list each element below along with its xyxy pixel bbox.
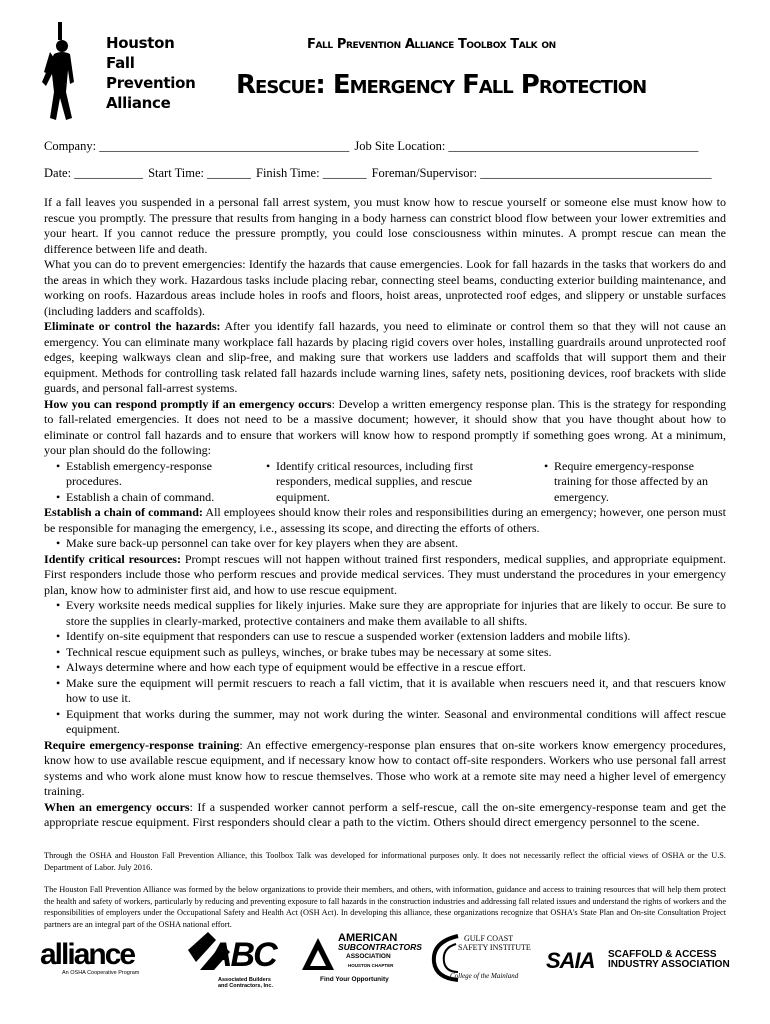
asa-triangle-icon xyxy=(300,936,336,972)
list-item: • Every worksite needs medical supplies for likely injuries. Make sure they are appropriate for injuries that are likely to occur. Be sure to store the supplies in clearly-marked, protective containers and make them available to all shifts. xyxy=(44,598,726,629)
abc-subtitle-1: Associated Builders xyxy=(218,977,271,983)
emergency-heading: When an emergency occurs xyxy=(44,799,190,814)
list-item: • Identify on-site equipment that responders can use to rescue a suspended worker (extension ladders and mobile lifts). xyxy=(44,629,726,645)
job-site-field[interactable]: Job Site Location: ________________________________________ xyxy=(354,139,699,153)
emergency-paragraph xyxy=(44,800,726,831)
list-item: • Identify critical resources, including first responders, medical supplies, and rescue equipment. xyxy=(276,459,524,506)
list-item: • Technical rescue equipment such as pulleys, winches, or brake tubes may be necessary at some sites. xyxy=(44,645,726,661)
disclaimer-note: Through the OSHA and Houston Fall Prevention Alliance, this Toolbox Talk was developed for informational purposes only. It does not necessarily reflect the official views of OSHA or the U.S. Department of Labor. July 2016. xyxy=(44,851,726,872)
toolbox-title: Fall Prevention Alliance Toolbox Talk on xyxy=(307,37,556,52)
alliance-subtitle: An OSHA Cooperative Program xyxy=(62,970,140,976)
chain-paragraph xyxy=(44,505,726,536)
asa-line-2: SUBCONTRACTORS xyxy=(338,942,422,952)
logo-line: Prevention xyxy=(106,74,196,92)
alliance-logo xyxy=(40,940,139,976)
abc-logo xyxy=(186,930,276,989)
list-item: • Always determine where and how each type of equipment would be effective in a rescue effort. xyxy=(44,660,726,676)
gcsi-line-1: GULF COAST xyxy=(464,934,514,943)
page-header xyxy=(0,0,770,135)
list-item: • Establish a chain of command. xyxy=(66,490,254,506)
intro-paragraph: If a fall leaves you suspended in a personal fall arrest system, you must know how to rescue yourself or someone else must know how to rescue you promptly. The pressure that results from hanging in a body harness can constrict blood flow between your lower extremities and your heart. If you cannot reduce the pressure promptly, you could lose consciousness within minutes. A prompt rescue can mean the difference between life and death. xyxy=(44,195,726,256)
logo-line: Houston xyxy=(106,34,175,52)
training-text: : An effective emergency-response plan ensures that on-site workers know emergency procedures, know how to use available rescue equipment, and if necessary know how to contact off-site responders. Workers who use personal fall arrest systems and who work alone must know how to rescue themselves. Those who work at a remote site may need a higher level of emergency training. xyxy=(44,737,726,798)
plan-columns xyxy=(44,459,726,506)
list-item: • Make sure the equipment will permit rescuers to reach a fall victim, that it is available when rescuers need it, and that rescuers know how to use it. xyxy=(44,676,726,707)
respond-paragraph xyxy=(44,397,726,459)
plan-column xyxy=(524,459,724,506)
list-item: • Require emergency-response training for those affected by an emergency. xyxy=(554,459,724,506)
start-time-field[interactable]: Start Time: _______ xyxy=(148,166,251,180)
gcsi-line-2: SAFETY INSTITUTE xyxy=(458,943,531,952)
asa-line-3: ASSOCIATION xyxy=(346,953,391,960)
list-item: • Establish emergency-response procedures. xyxy=(66,459,254,490)
date-field[interactable]: Date: ___________ xyxy=(44,166,143,180)
foreman-field[interactable]: Foreman/Supervisor: _____________________________________ xyxy=(371,166,712,180)
saia-line-2: INDUSTRY ASSOCIATION xyxy=(608,959,730,970)
list-item: • Equipment that works during the summer, may not work during the winter. Seasonal and environmental conditions will affect rescue equipment. xyxy=(44,707,726,738)
chain-text: All employees should know their roles and responsibilities during an emergency; however, one person must be responsible for managing the emergency, i.e., assessing its scope, and directing the efforts of others. xyxy=(44,505,726,535)
gcsi-logo xyxy=(428,932,531,989)
company-field[interactable]: Company: ________________________________________ xyxy=(44,139,350,153)
page-title: Rescue: Emergency Fall Protection xyxy=(236,70,647,100)
prevent-paragraph: What you can do to prevent emergencies: Identify the hazards that cause emergencies. Look for fall hazards in the tasks that workers do and the areas in which they work. Hazardous tasks include placing rebar, connecting steel beams, conducting exterior building maintenance, and working on roofs. Hazardous areas include holes in roofs and floors, hoist areas, unprotected roof edges, and slippery or unstable surfaces (including ladders and scaffolds). xyxy=(44,257,726,318)
logo-line: Fall xyxy=(106,54,135,72)
training-paragraph xyxy=(44,738,726,800)
talk-body xyxy=(44,195,726,831)
plan-column xyxy=(254,459,524,506)
eliminate-paragraph xyxy=(44,319,726,397)
saia-line-1: SCAFFOLD & ACCESS xyxy=(608,949,717,960)
abc-wordmark: ABC xyxy=(208,936,276,974)
partner-logos xyxy=(38,930,738,990)
resources-heading: Identify critical resources: xyxy=(44,551,182,566)
asa-line-4: HOUSTON CHAPTER xyxy=(348,963,394,968)
saia-wordmark: SAIA xyxy=(546,948,595,973)
eliminate-text: After you identify fall hazards, you need to eliminate or control them so that they will not cause an emergency. You can eliminate many workplace fall hazards by placing rigid covers over holes, installing guardrails around unprotected roof edges, keeping walkways clean and slip-free, and making sure that workers use ladders and scaffolds that will support them and their equipment. Methods for controlling task related fall hazards include warning lines, safety nets, positioning devices, roof brackets with slide guards, and personal fall-arrest systems. xyxy=(44,319,726,395)
alliance-note: The Houston Fall Prevention Alliance was formed by the below organizations to provide their members, and others, with information, guidance and access to training resources that will help them protect the health and safety of workers, particularly by reducing and preventing exposure to fall hazards in the construction industries and addressing fall related issues and understand the rights of workers and the responsibilities of employers under the Occupational Safety and Health Act (OSH Act). In developing this alliance, these organizations recognize that OSHA's State Plan and On-site Consultation Project partners are an integral part of the OSHA national effort. xyxy=(44,885,726,929)
respond-heading: How you can respond promptly if an emergency occurs xyxy=(44,396,332,411)
training-heading: Require emergency-response training xyxy=(44,737,240,752)
logo-wordmark xyxy=(106,33,196,113)
form-fields xyxy=(44,139,714,193)
alliance-wordmark: alliance xyxy=(40,938,135,971)
respond-text: : Develop a written emergency response plan. This is the strategy for responding to fall-related emergencies. It does not need to be a massive document; however, it should show that you have thought about how to eliminate or control fall hazards and to ensure that workers will know how to respond promptly if something goes wrong. At a minimum, your plan should do the following: xyxy=(44,396,726,457)
plan-column xyxy=(44,459,254,506)
list-item: • Make sure back-up personnel can take over for key players when they are absent. xyxy=(44,536,726,552)
resources-paragraph xyxy=(44,552,726,599)
gcsi-college: College of the Mainland xyxy=(450,972,519,980)
finish-time-field[interactable]: Finish Time: _______ xyxy=(256,166,367,180)
abc-subtitle-2: and Contractors, Inc. xyxy=(218,983,274,989)
asa-line-1: AMERICAN xyxy=(338,932,398,944)
logo-line: Alliance xyxy=(106,94,171,112)
asa-tagline: Find Your Opportunity xyxy=(320,976,389,983)
resources-text: Prompt rescues will not happen without trained first responders, medical supplies, and appropriate equipment. First responders include those who perform rescues and provide medical services. They must understand the procedures in your emergency plan, know how to administer first aid, and how to use rescue equipment. xyxy=(44,551,726,597)
footer-notes xyxy=(44,850,726,944)
emergency-text: : If a suspended worker cannot perform a self-rescue, call the on-site emergency-response team and get the appropriate rescue equipment. First responders should clear a path to the victim. Others should direct emergency personnel to the scene. xyxy=(44,799,726,829)
chain-heading: Establish a chain of command: xyxy=(44,505,203,519)
eliminate-heading: Eliminate or control the hazards: xyxy=(44,319,221,333)
